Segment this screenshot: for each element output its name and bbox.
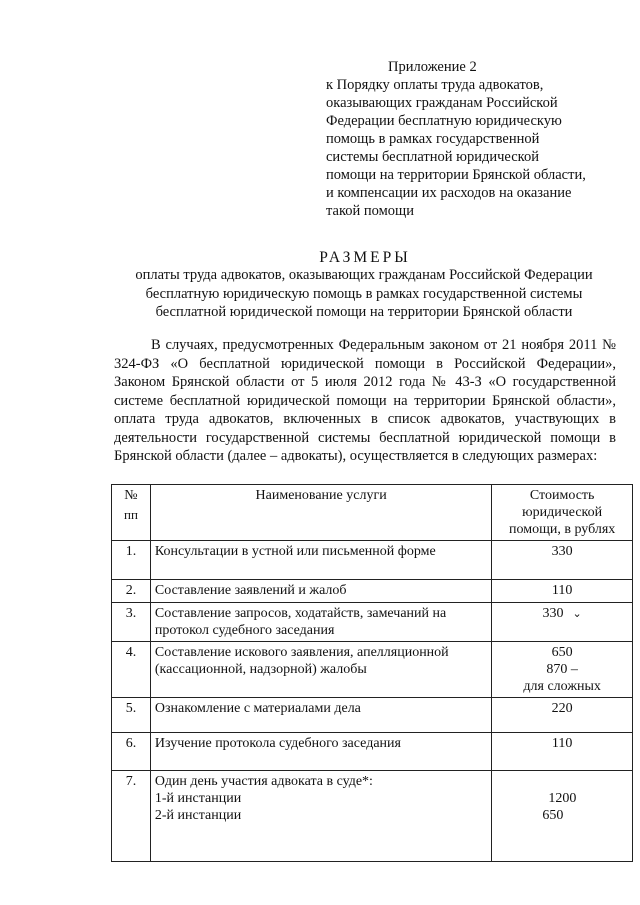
row-cost: 330 <box>542 606 564 621</box>
row-number: 2. <box>112 580 151 603</box>
header-number-label: № <box>124 488 138 503</box>
appendix-line: Федерации бесплатную юридическую <box>326 113 562 129</box>
appendix-line: помощи на территории Брянской области, <box>326 167 586 183</box>
row-number: 6. <box>112 733 151 771</box>
row-service: Составление запросов, ходатайств, замечаний на протокол судебного заседания <box>150 603 491 642</box>
subtitle-line: оплаты труда адвокатов, оказывающих гражданам Российской Федерации <box>135 267 593 283</box>
row-number: 5. <box>112 698 151 733</box>
row-service: Ознакомление с материалами дела <box>150 698 491 733</box>
appendix-line: помощь в рамках государственной <box>326 131 540 147</box>
row-number: 4. <box>112 642 151 698</box>
row-service: Консультации в устной или письменной форме <box>150 541 491 580</box>
row-service: Один день участия адвоката в суде*: <box>154 774 373 789</box>
subtitle-line: бесплатной юридической помощи на территории Брянской области <box>155 304 573 320</box>
header-cost: Стоимость юридической помощи, в рублях <box>492 485 633 541</box>
appendix-heading: Приложение 2 <box>388 59 477 75</box>
row-number: 1. <box>112 541 151 580</box>
row-cost-cell <box>492 642 633 698</box>
court-instance-label: 1-й инстанции <box>154 791 242 806</box>
row-cost-cell <box>492 771 633 862</box>
row-cost: 650 <box>551 645 573 660</box>
court-instance-label: 2-й инстанции <box>154 808 242 823</box>
court-instance-cost: 650 <box>542 808 564 823</box>
intro-paragraph-block <box>114 336 616 466</box>
table-row <box>112 733 633 771</box>
table-row <box>112 580 633 603</box>
appendix-line: оказывающих гражданам Российской <box>326 95 558 111</box>
header-number-sub: пп <box>123 507 138 522</box>
row-cost: 220 <box>492 698 633 733</box>
row-service: Составление заявлений и жалоб <box>150 580 491 603</box>
row-service: Составление искового заявления, апелляционной (кассационной, надзорной) жалобы <box>150 642 491 698</box>
fees-table <box>111 484 633 862</box>
row-number: 3. <box>112 603 151 642</box>
table-header-row <box>112 485 633 541</box>
intro-paragraph: В случаях, предусмотренных Федеральным законом от 21 ноября 2011 № 324-ФЗ «О бесплатной юридической помощи в Российской Федерации», Законом Брянской области от 5 июля 2012 года № 43-З «О государственной системе бесплатной юридической помощи на территории Брянской области», оплата труда адвокатов, включенных в список адвокатов, участвующих в деятельности государственной системы бесплатной юридической помощи в Брянской области (далее – адвокаты), осуществляется в следующих размерах: <box>114 337 616 464</box>
row-cost-cell <box>492 603 633 642</box>
document-title: РАЗМЕРЫ <box>319 249 411 266</box>
appendix-line: такой помощи <box>326 203 414 219</box>
header-number <box>112 485 151 541</box>
table-row <box>112 698 633 733</box>
row-cost: 330 <box>492 541 633 580</box>
row-service-cell <box>150 771 491 862</box>
pen-mark: ⌄ <box>567 608 582 620</box>
row-service: Изучение протокола судебного заседания <box>150 733 491 771</box>
table-row <box>112 642 633 698</box>
court-instance-cost: 1200 <box>548 791 577 806</box>
table-row <box>112 541 633 580</box>
document-subtitle <box>104 266 624 322</box>
table-row <box>112 771 633 862</box>
appendix-line: системы бесплатной юридической <box>326 149 539 165</box>
table-row <box>112 603 633 642</box>
appendix-line: к Порядку оплаты труда адвокатов, <box>326 77 544 93</box>
row-cost: 110 <box>492 733 633 771</box>
row-cost-complex: 870 – <box>546 662 578 677</box>
row-number: 7. <box>112 771 151 862</box>
row-cost: 110 <box>492 580 633 603</box>
header-service-name: Наименование услуги <box>150 485 491 541</box>
row-cost-note: для сложных <box>523 679 601 694</box>
appendix-block <box>326 58 626 220</box>
appendix-line: и компенсации их расходов на оказание <box>326 185 572 201</box>
subtitle-line: бесплатную юридическую помощь в рамках государственной системы <box>145 285 583 302</box>
